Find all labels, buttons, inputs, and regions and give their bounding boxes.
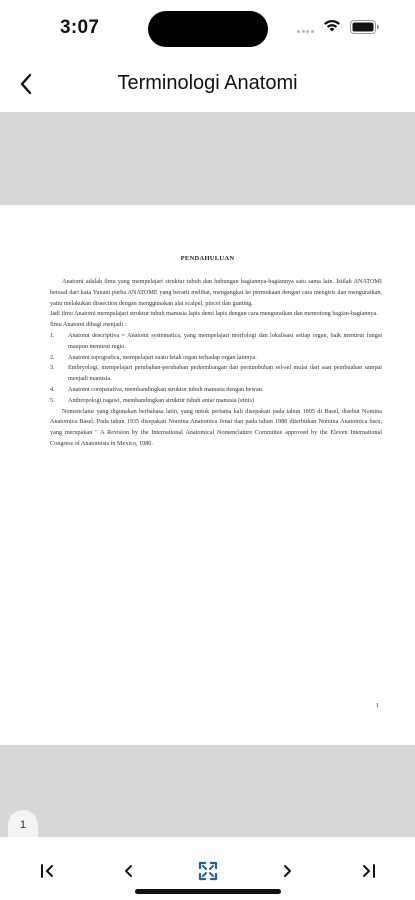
document-page-number: 1 — [376, 702, 380, 709]
document-paragraph: Ilmu Anatomi dibagi menjadi : — [50, 321, 127, 329]
home-indicator[interactable] — [135, 889, 281, 894]
document-paragraph: Anatomi adalah ilmu yang mempelajari struktur tubuh dan hubungan bagiannya-bagiannya satu sama lain. Istilah ANATOMI berasal dari kata Yunani purba ANATOME yang berarti melihat, mengangkat ke permukaan dengan cara mengiris dan menguraikan, yaitu melakukan dissection dengan menggunakan alat scalpel, pincet dan gunting. — [50, 278, 382, 307]
list-item: 2. Anatomi topografica, mempelajari suatu letak organ terhadap organ lainnya. — [50, 353, 257, 361]
document-list — [50, 331, 382, 407]
back-button[interactable] — [8, 66, 44, 102]
last-page-icon — [359, 863, 377, 879]
navigation-bar — [0, 56, 415, 112]
document-body — [50, 277, 382, 450]
previous-page-icon — [121, 863, 135, 879]
previous-page-button[interactable] — [114, 857, 142, 885]
next-page-icon — [281, 863, 295, 879]
dynamic-island — [148, 11, 268, 47]
list-item: 1. Anatomi descriptiva = Anatomi systematica, yang mempelajari morfologi dan lokalisasi setiap organ, baik menurut fungsi maupun menurut regio. — [50, 331, 382, 350]
status-bar — [0, 0, 415, 56]
pdf-viewer[interactable] — [0, 112, 415, 837]
document-page — [0, 205, 415, 745]
battery-icon — [350, 20, 380, 34]
fit-page-button[interactable] — [194, 857, 222, 885]
page-indicator-badge: 1 — [8, 810, 38, 840]
chevron-left-icon — [19, 73, 33, 95]
list-item: 3. Embryologi, mempelajari perubahan-perubahan perkembangan dan pertumbuhan sel-sel mulai dari saat pembuahan sampai menjadi manusia. — [50, 364, 382, 383]
first-page-button[interactable] — [34, 857, 62, 885]
wifi-icon — [322, 17, 342, 33]
list-item: 5. Anthropologi ragawi, membandingkan struktur tubuh antar manusia (etnis) — [50, 396, 254, 404]
document-paragraph: Nomenclatur yang digunakan berbahasa latin, yang untuk pertama kali disepakati pada tahun 1895 di Basel, disebut Nomina Anatomica Basel. Pada tahun 1935 disepakati Nomina Anatomica Jenai dan pada tahun 1980 diterbitkan Nomina Anatomica baru, yang merupakan " A Revision by the International Anatomical Nomenclature Committee approved by the Eleven International Congress of Anatomists in Mexico, 1980. — [50, 407, 382, 447]
document-paragraph: Jadi ilmu Anatomi mempelajari struktur tubuh manusia lapis demi lapis dengan cara menguraikan dan memotong bagian-bagiannya. — [50, 310, 378, 318]
list-item: 4. Anatomi comparativa, membandingkan struktur tubuh manusia dengan hewan. — [50, 385, 264, 393]
next-page-button[interactable] — [274, 857, 302, 885]
page-title: Terminologi Anatomi — [117, 72, 298, 94]
last-page-button[interactable] — [354, 857, 382, 885]
status-time: 3:07 — [60, 17, 100, 38]
signal-dots-icon — [297, 23, 317, 29]
document-heading: PENDAHULUAN — [180, 255, 235, 262]
first-page-icon — [39, 863, 57, 879]
fit-page-icon — [198, 861, 218, 881]
